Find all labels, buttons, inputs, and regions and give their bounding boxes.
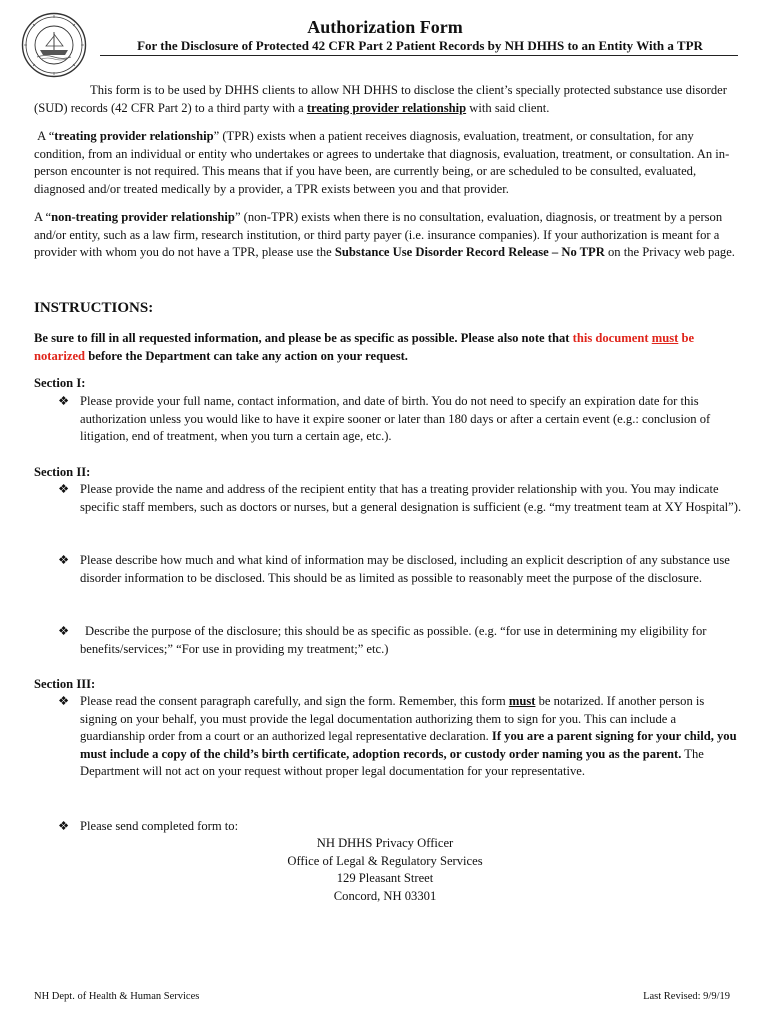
diamond-bullet-icon: ❖ (58, 553, 70, 567)
section-2-label: Section II: (34, 465, 91, 479)
lead-text-end: before the Department can take any action on your request. (85, 348, 408, 363)
mailing-address (0, 835, 770, 905)
section-1-item-1 (58, 393, 744, 446)
diamond-bullet-icon: ❖ (58, 624, 70, 638)
nontpr-open-quote: A “ (34, 210, 52, 224)
lead-text: Be sure to fill in all requested information, and please be as specific as possible. Please also note that (34, 331, 573, 345)
section-3-label: Section III: (34, 677, 96, 691)
address-line-3: 129 Pleasant Street (336, 871, 434, 886)
nontpr-form-name: Substance Use Disorder Record Release – No TPR (334, 245, 605, 260)
tpr-definition (34, 128, 744, 198)
diamond-bullet-icon: ❖ (58, 694, 70, 708)
must-emphasis: must (508, 694, 536, 708)
diamond-bullet-icon: ❖ (58, 482, 70, 496)
section-2-item-1 (58, 481, 744, 516)
section-3-item-1 (58, 693, 744, 781)
lead-notarized: be notarized (34, 331, 695, 363)
tpr-text: ” (TPR) exists when a patient receives diagnosis, evaluation, treatment, or consultation, for any condition, from an individual or entity who undertakes or agrees to undertake that diagnosis, evaluation, treatment, or consultation. An in-person encounter is not required. This means that if you have been, are currently being, or are scheduled to be consulted, evaluated, diagnosed and/or treated medically by a provider, a TPR exists between you and that provider. (34, 129, 730, 196)
parent-requirement: If you are a parent signing for your child, you must include a copy of the child’s birth certificate, adoption records, or custody order naming you as the parent. (80, 729, 737, 761)
lead-must: must (651, 331, 679, 345)
consent-text: Please read the consent paragraph carefully, and sign the form. Remember, this form (80, 694, 509, 708)
footer-agency: NH Dept. of Health & Human Services (34, 991, 200, 1002)
nontpr-text-end: on the Privacy web page. (604, 245, 735, 260)
diamond-bullet-icon: ❖ (58, 819, 70, 833)
tpr-term: treating provider relationship (54, 129, 214, 143)
section-2-item-3 (58, 623, 744, 658)
address-line-2: Office of Legal & Regulatory Services (287, 853, 483, 868)
nontpr-term: non-treating provider relationship (51, 210, 235, 224)
form-subtitle: For the Disclosure of Protected 42 CFR Part 2 Patient Records by NH DHHS to an Entity With a TPR (137, 38, 703, 53)
section-3-item-2-text: Please send completed form to: (80, 819, 239, 833)
intro-text: This form is to be used by DHHS clients to allow NH DHHS to disclose the client’s specially protected substance use disorder (SUD) records (42 CFR Part 2) to a third party with a (34, 83, 727, 115)
consent-text-3: The Department will not act on your request without proper legal documentation for your representative. (80, 746, 704, 779)
footer-revision-date: Last Revised: 9/9/19 (643, 991, 730, 1002)
instructions-heading: INSTRUCTIONS: (34, 300, 154, 316)
section-3-item-2 (58, 818, 744, 836)
nontpr-definition (34, 209, 744, 262)
form-title: Authorization Form (307, 17, 463, 37)
intro-paragraph (34, 82, 744, 117)
section-2-item-3-text: Describe the purpose of the disclosure; this should be as specific as possible. (e.g. “for use in determining my eligibility for benefits/services;” “For use in providing my treatment;” etc.) (80, 624, 707, 656)
section-1-item-1-text: Please provide your full name, contact information, and date of birth. You do not need to specify an expiration date for this authorization unless you would like to have it expire sooner or later than 180 days or after a certain event (e.g.: conclusion of litigation, end of treatment, when you turn a certain age, etc.). (80, 394, 711, 444)
section-2-item-2 (58, 552, 744, 587)
consent-text-2: be notarized. If another person is signing on your behalf, you must provide the legal documentation authorizing them to sign for you. This can include a guardianship order from a court or an authorized legal representative declaration. (80, 694, 705, 744)
section-3-item-1-text (80, 693, 744, 781)
title-divider (100, 55, 738, 56)
lead-red-text: this document (572, 331, 652, 345)
address-line-4: Concord, NH 03301 (333, 888, 437, 903)
section-2-item-2-text: Please describe how much and what kind of information may be disclosed, including an explicit description of any substance use disorder information to be disclosed. This should be as limited as possible to reasonably meet the purpose of the disclosure. (80, 553, 730, 585)
diamond-bullet-icon: ❖ (58, 394, 70, 408)
instructions-lead (34, 330, 744, 365)
nontpr-text: ” (non-TPR) exists when there is no consultation, evaluation, diagnosis, or treatment by a person and/or entity, such as a law firm, research institution, or third party payer (i.e. insurance companies). If your authorization is meant for a provider with whom you do not have a TPR, please use the (34, 210, 723, 260)
section-2-item-1-text: Please provide the name and address of the recipient entity that has a treating provider relationship with you. You may indicate specific staff members, such as doctors or nurses, but a general designation is sufficient (e.g. “my treatment team at XY Hospital”). (80, 482, 742, 514)
address-line-1: NH DHHS Privacy Officer (316, 836, 454, 850)
tpr-reference: treating provider relationship (306, 100, 467, 115)
section-1-label: Section I: (34, 376, 86, 390)
intro-text-end: with said client. (466, 100, 550, 115)
tpr-open-quote: A “ (37, 129, 55, 143)
